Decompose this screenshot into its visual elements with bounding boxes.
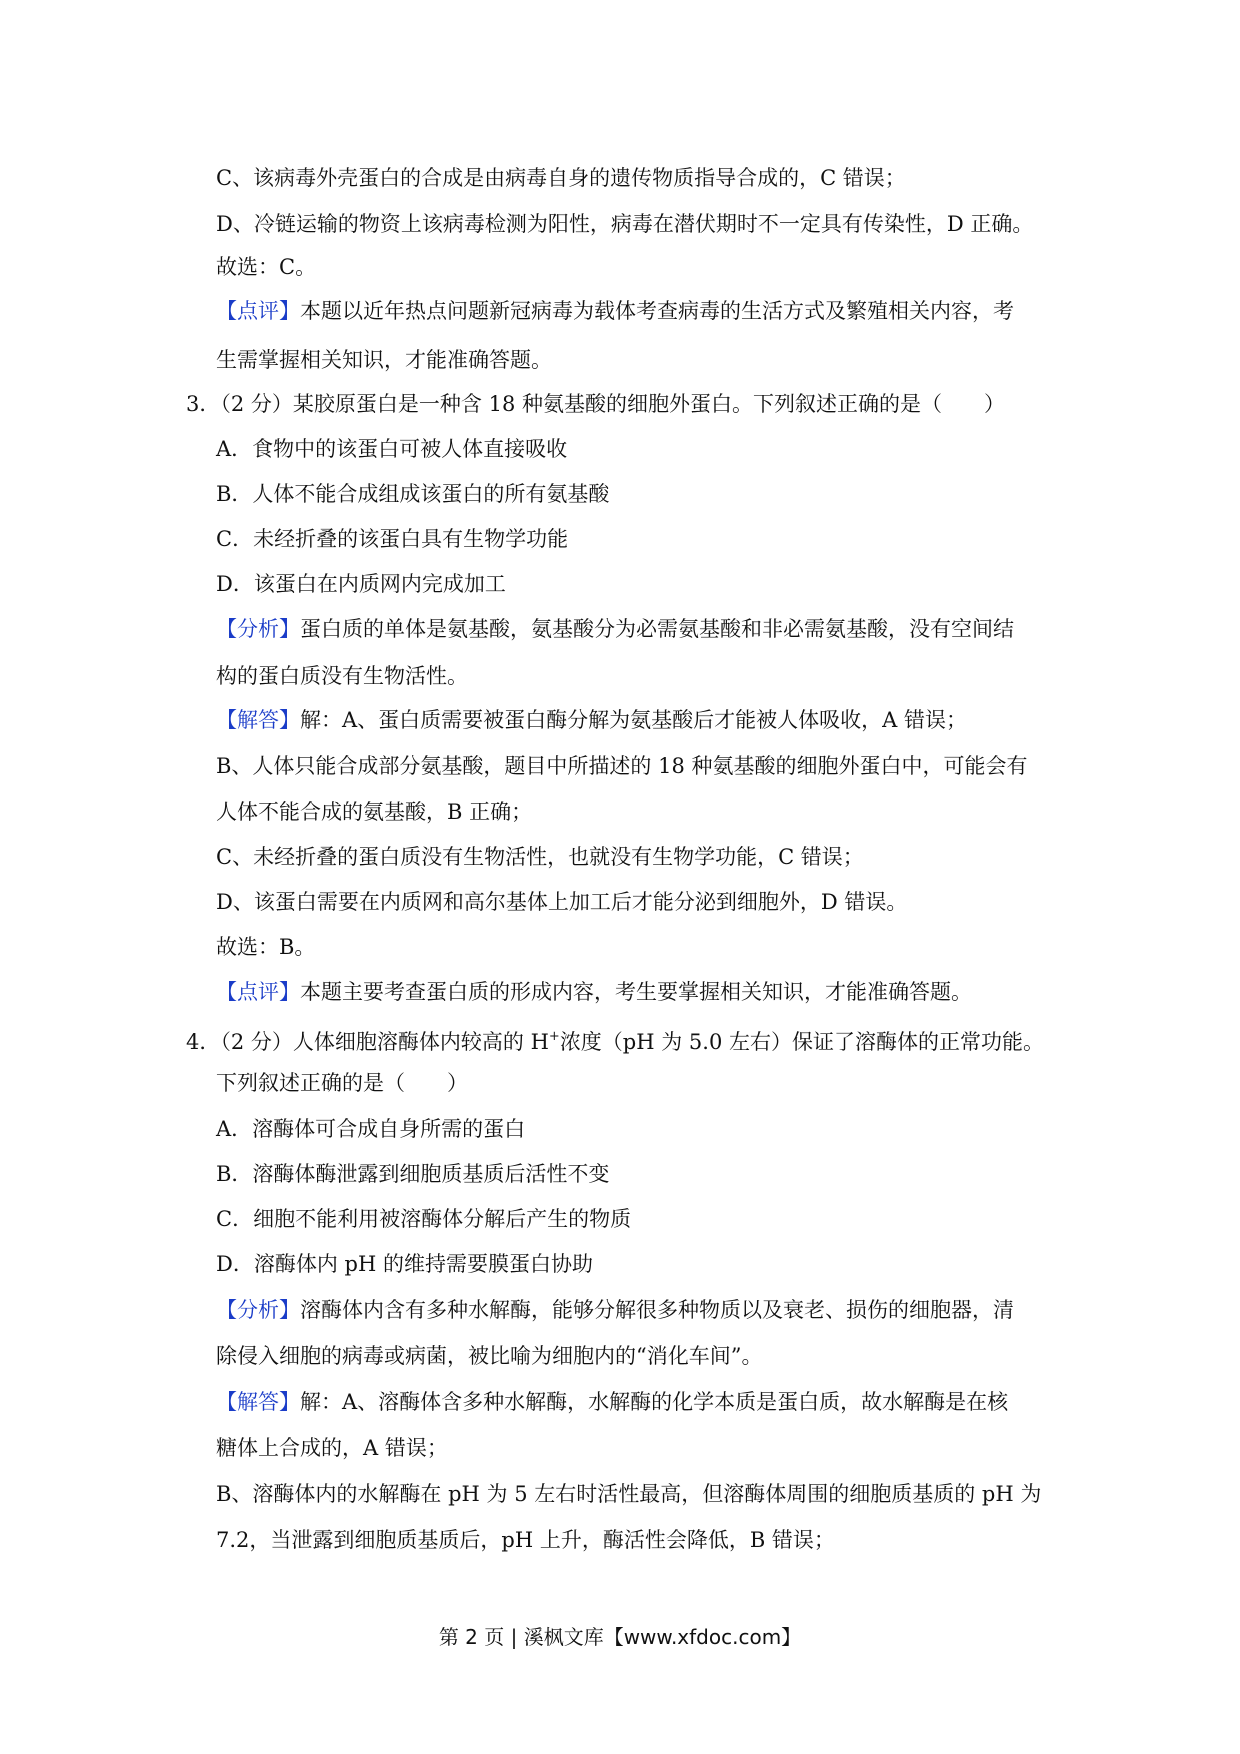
q3-number: 3．: [186, 392, 221, 416]
q3-analysis-line-2: 构的蛋白质没有生物活性。: [216, 664, 468, 688]
comment-tag: 【点评】: [216, 980, 300, 1004]
q3-stem-text: （2 分）某胶原蛋白是一种含 18 种氨基酸的细胞外蛋白。下列叙述正确的是（ ）: [220, 392, 1005, 416]
q4-stem-text-post: 浓度（pH 为 5.0 左右）保证了溶酶体的正常功能。: [559, 1030, 1044, 1054]
q3-final-choice: 故选：B。: [216, 935, 316, 959]
q4-answer-line-b2: 7.2，当泄露到细胞质基质后，pH 上升，酶活性会降低，B 错误；: [216, 1528, 835, 1552]
page-footer: 第 2 页 | 溪枫文库【www.xfdoc.com】: [438, 1625, 802, 1649]
q4-answer-line-a1: [216, 1387, 1008, 1417]
q2-option-c-explanation: C、该病毒外壳蛋白的合成是由病毒自身的遗传物质指导合成的，C 错误；: [216, 166, 906, 190]
answer-tag: 【解答】: [216, 1390, 300, 1414]
q4-answer-text-a1: 解：A、溶酶体含多种水解酶，水解酶的化学本质是蛋白质，故水解酶是在核: [300, 1390, 1009, 1414]
q3-analysis-line-1: [216, 614, 1014, 644]
q4-analysis-line-1: [216, 1295, 1014, 1325]
q3-stem: [186, 389, 1005, 419]
q4-stem-text-pre: （2 分）人体细胞溶酶体内较高的 H: [220, 1030, 549, 1054]
q4-option-c: C．细胞不能利用被溶酶体分解后产生的物质: [216, 1207, 632, 1231]
q2-option-d-explanation: D、冷链运输的物资上该病毒检测为阳性，病毒在潜伏期时不一定具有传染性，D 正确。: [216, 212, 1034, 236]
q4-analysis-text-1: 溶酶体内含有多种水解酶，能够分解很多种物质以及衰老、损伤的细胞器，清: [300, 1298, 1014, 1322]
comment-tag: 【点评】: [216, 299, 300, 323]
q4-answer-line-b1: B、溶酶体内的水解酶在 pH 为 5 左右时活性最高，但溶酶体周围的细胞质基质的 pH 为: [216, 1482, 1042, 1506]
q3-answer-line-b2: 人体不能合成的氨基酸，B 正确；: [216, 800, 533, 824]
q3-comment-text: 本题主要考查蛋白质的形成内容，考生要掌握相关知识，才能准确答题。: [300, 980, 972, 1004]
q2-final-choice: 故选：C。: [216, 255, 317, 279]
q4-analysis-line-2: 除侵入细胞的病毒或病菌，被比喻为细胞内的“消化车间”。: [216, 1344, 763, 1368]
answer-tag: 【解答】: [216, 708, 300, 732]
q4-stem-line-2: 下列叙述正确的是（ ）: [216, 1071, 468, 1095]
q3-answer-text-a: 解：A、蛋白质需要被蛋白酶分解为氨基酸后才能被人体吸收，A 错误；: [300, 708, 968, 732]
q3-answer-line-d: D、该蛋白需要在内质网和高尔基体上加工后才能分泌到细胞外，D 错误。: [216, 890, 908, 914]
q2-comment-line-2: 生需掌握相关知识，才能准确答题。: [216, 348, 552, 372]
q3-answer-line-c: C、未经折叠的蛋白质没有生物活性，也就没有生物学功能，C 错误；: [216, 845, 864, 869]
q3-answer-line-a: [216, 705, 967, 735]
q3-answer-line-b1: B、人体只能合成部分氨基酸，题目中所描述的 18 种氨基酸的细胞外蛋白中，可能会有: [216, 754, 1028, 778]
q3-option-b: B．人体不能合成组成该蛋白的所有氨基酸: [216, 482, 610, 506]
q4-option-a: A．溶酶体可合成自身所需的蛋白: [216, 1117, 526, 1141]
q2-comment-line-1: [216, 296, 1014, 326]
analysis-tag: 【分析】: [216, 1298, 300, 1322]
q4-option-b: B．溶酶体酶泄露到细胞质基质后活性不变: [216, 1162, 610, 1186]
analysis-tag: 【分析】: [216, 617, 300, 641]
q2-comment-text-1: 本题以近年热点问题新冠病毒为载体考查病毒的生活方式及繁殖相关内容，考: [300, 299, 1014, 323]
q4-stem: [186, 1022, 1044, 1057]
q3-analysis-text-1: 蛋白质的单体是氨基酸，氨基酸分为必需氨基酸和非必需氨基酸，没有空间结: [300, 617, 1014, 641]
q4-option-d: D．溶酶体内 pH 的维持需要膜蛋白协助: [216, 1252, 593, 1276]
q3-comment-line: [216, 977, 972, 1007]
q4-number: 4．: [186, 1030, 221, 1054]
q3-option-c: C．未经折叠的该蛋白具有生物学功能: [216, 527, 569, 551]
q4-answer-line-a2: 糖体上合成的，A 错误；: [216, 1436, 448, 1460]
q4-stem-superscript: +: [548, 1029, 560, 1044]
q3-option-d: D．该蛋白在内质网内完成加工: [216, 572, 506, 596]
q3-option-a: A．食物中的该蛋白可被人体直接吸收: [216, 437, 568, 461]
